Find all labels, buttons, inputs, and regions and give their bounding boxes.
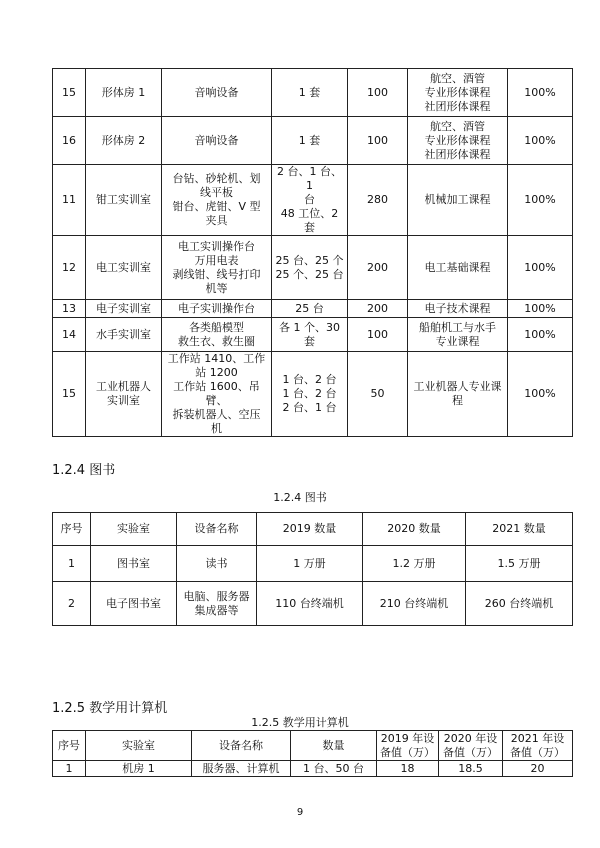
table-caption-books: 1.2.4 图书	[273, 491, 327, 504]
lab-room	[86, 117, 162, 165]
lab-room-line: 电工实训室	[96, 260, 151, 274]
equipment-name-line: 电子实训操作台	[178, 301, 255, 315]
equipment-quantity-line: 2 台、1 台、1	[277, 165, 342, 192]
equipment-name-line: 线平板	[200, 186, 233, 199]
equipment-quantity-line: 25 台	[295, 301, 324, 315]
equipment-name	[177, 582, 257, 626]
lab-room	[91, 546, 177, 582]
column-header	[439, 731, 503, 761]
quantity-2021: 260 台终端机	[466, 582, 573, 626]
equipment-name-line: 音响设备	[194, 85, 239, 99]
lab-room	[86, 300, 162, 318]
column-header: 设备名称	[192, 731, 291, 761]
column-header: 数量	[291, 731, 377, 761]
column-header: 实验室	[91, 513, 177, 546]
quantity-2019: 110 台终端机	[257, 582, 363, 626]
course-line: 航空、酒管	[430, 119, 485, 133]
equipment-name-line: 工作站 1600、吊	[173, 380, 260, 393]
course-line: 社团形体课程	[424, 99, 491, 113]
lab-room	[86, 69, 162, 117]
column-header: 2019 数量	[257, 513, 363, 546]
lab-room	[86, 318, 162, 352]
lab-room	[86, 165, 162, 236]
equipment-name	[162, 352, 272, 437]
capacity: 100	[348, 69, 408, 117]
column-header: 2020 数量	[363, 513, 466, 546]
equipment-name-line: 电工实训操作台	[178, 239, 255, 253]
equipment-name	[162, 69, 272, 117]
usage-rate: 100%	[508, 300, 573, 318]
equipment-name	[162, 300, 272, 318]
section-heading-books: 1.2.4 图书	[52, 463, 116, 478]
column-header-line: 备值（万）	[380, 745, 435, 759]
column-header-line: 备值（万）	[443, 745, 498, 759]
row-number: 1	[53, 761, 86, 777]
equipment-name-line: 工作站 1410、工作	[167, 352, 266, 365]
course-line: 航空、酒管	[430, 71, 485, 85]
lab-room	[91, 582, 177, 626]
course-line: 船舶机工与水手	[419, 320, 496, 334]
lab-room	[86, 352, 162, 437]
usage-rate: 100%	[508, 318, 573, 352]
column-header	[377, 731, 439, 761]
equipment-name	[177, 546, 257, 582]
lab-room-line: 图书室	[117, 556, 150, 570]
equipment-name-line: 站 1200	[195, 366, 238, 379]
equipment-quantity	[272, 117, 348, 165]
row-number: 1	[53, 546, 91, 582]
row-number: 2	[53, 582, 91, 626]
equipment-name	[162, 117, 272, 165]
capacity: 100	[348, 117, 408, 165]
computers-table	[52, 730, 573, 777]
lab-room-line: 形体房 1	[101, 85, 146, 99]
equipment-quantity-line: 1 套	[298, 85, 321, 99]
capacity: 200	[348, 300, 408, 318]
equipment-name-line: 夹具	[205, 214, 228, 227]
table-row	[53, 236, 573, 300]
row-number: 16	[53, 117, 86, 165]
row-number: 14	[53, 318, 86, 352]
value-2020: 18.5	[439, 761, 503, 777]
course	[408, 117, 508, 165]
column-header-line: 2019 年设	[380, 731, 435, 745]
row-number: 15	[53, 352, 86, 437]
capacity: 100	[348, 318, 408, 352]
equipment-name-line: 拆装机器人、空压	[172, 408, 261, 421]
quantity-2020: 210 台终端机	[363, 582, 466, 626]
equipment-name	[162, 236, 272, 300]
quantity-2019: 1 万册	[257, 546, 363, 582]
capacity: 200	[348, 236, 408, 300]
usage-rate: 100%	[508, 69, 573, 117]
quantity-2021: 1.5 万册	[466, 546, 573, 582]
lab-room-line: 实训室	[107, 394, 140, 407]
equipment-name-line: 钳台、虎钳、V 型	[172, 200, 261, 213]
equipment-quantity	[272, 300, 348, 318]
course-line: 机械加工课程	[424, 193, 491, 206]
lab-room-line: 水手实训室	[96, 327, 151, 341]
value-2019: 18	[377, 761, 439, 777]
course	[408, 165, 508, 236]
course	[408, 300, 508, 318]
course-line: 工业机器人专业课程	[413, 380, 502, 407]
equipment-quantity-line: 1 台、2 台	[282, 373, 337, 386]
lab-room-line: 钳工实训室	[96, 193, 151, 206]
page-number: 9	[296, 807, 304, 818]
lab-equipment-table	[52, 68, 573, 437]
table-row	[53, 352, 573, 437]
equipment-quantity-line: 48 工位、2 套	[280, 207, 339, 234]
course-line: 电工基础课程	[424, 260, 491, 274]
equipment-name: 服务器、计算机	[192, 761, 291, 777]
course-line: 专业课程	[435, 334, 480, 348]
row-number: 13	[53, 300, 86, 318]
row-number: 15	[53, 69, 86, 117]
table-row	[53, 318, 573, 352]
equipment-quantity	[272, 318, 348, 352]
column-header-line: 2020 年设	[443, 731, 498, 745]
equipment-quantity-line: 2 台、1 台	[282, 401, 337, 414]
equipment-quantity-line: 25 个、25 台	[275, 267, 344, 281]
column-header-line: 备值（万）	[510, 745, 565, 759]
course	[408, 69, 508, 117]
row-number: 12	[53, 236, 86, 300]
equipment-name-line: 各类船模型	[189, 320, 244, 334]
quantity-2020: 1.2 万册	[363, 546, 466, 582]
table-row	[53, 546, 573, 582]
equipment-name-line: 机等	[205, 281, 228, 295]
section-heading-computers: 1.2.5 教学用计算机	[52, 701, 168, 716]
course-line: 专业形体课程	[424, 85, 491, 99]
usage-rate: 100%	[508, 236, 573, 300]
course-line: 专业形体课程	[424, 133, 491, 147]
equipment-name-line: 集成器等	[194, 603, 239, 617]
column-header: 序号	[53, 513, 91, 546]
capacity: 280	[348, 165, 408, 236]
course-line: 社团形体课程	[424, 147, 491, 161]
column-header	[503, 731, 573, 761]
usage-rate: 100%	[508, 117, 573, 165]
course	[408, 352, 508, 437]
table-row	[53, 300, 573, 318]
table-row	[53, 165, 573, 236]
table-caption-computers: 1.2.5 教学用计算机	[251, 716, 349, 729]
equipment-name-line: 臂、	[205, 394, 228, 407]
row-number: 11	[53, 165, 86, 236]
equipment-name-line: 救生衣、救生圈	[178, 334, 255, 348]
equipment-name	[162, 318, 272, 352]
lab-room-line: 电子图书室	[106, 596, 161, 610]
column-header: 实验室	[86, 731, 192, 761]
column-header-line: 2021 年设	[510, 731, 565, 745]
column-header: 设备名称	[177, 513, 257, 546]
equipment-quantity	[272, 69, 348, 117]
equipment-quantity-line: 台	[304, 193, 315, 206]
column-header: 2021 数量	[466, 513, 573, 546]
course	[408, 318, 508, 352]
value-2021: 20	[503, 761, 573, 777]
usage-rate: 100%	[508, 352, 573, 437]
capacity: 50	[348, 352, 408, 437]
column-header: 序号	[53, 731, 86, 761]
course-line: 电子技术课程	[424, 301, 491, 315]
equipment-name	[162, 165, 272, 236]
equipment-name-line: 电脑、服务器	[183, 589, 250, 603]
equipment-name-line: 万用电表	[194, 253, 239, 267]
table-row	[53, 761, 573, 777]
lab-room	[86, 236, 162, 300]
equipment-quantity-line: 各 1 个、30 套	[279, 320, 340, 348]
books-table	[52, 512, 573, 626]
table-row	[53, 117, 573, 165]
lab-room-line: 电子实训室	[96, 301, 151, 315]
equipment-name-line: 读书	[205, 556, 228, 570]
equipment-quantity-line: 25 台、25 个	[275, 253, 344, 267]
equipment-name-line: 台钻、砂轮机、划	[172, 172, 261, 185]
equipment-name-line: 机	[211, 422, 222, 435]
equipment-quantity-line: 1 台、2 台	[282, 387, 337, 400]
course	[408, 236, 508, 300]
equipment-quantity: 1 台、50 台	[291, 761, 377, 777]
lab-room-line: 工业机器人	[96, 380, 151, 393]
equipment-quantity	[272, 236, 348, 300]
table-row	[53, 69, 573, 117]
equipment-quantity	[272, 352, 348, 437]
equipment-name-line: 剥线钳、线号打印	[172, 267, 261, 281]
equipment-name-line: 音响设备	[194, 133, 239, 147]
equipment-quantity	[272, 165, 348, 236]
usage-rate: 100%	[508, 165, 573, 236]
lab-room: 机房 1	[86, 761, 192, 777]
table-row	[53, 582, 573, 626]
lab-room-line: 形体房 2	[101, 133, 146, 147]
equipment-quantity-line: 1 套	[298, 133, 321, 147]
